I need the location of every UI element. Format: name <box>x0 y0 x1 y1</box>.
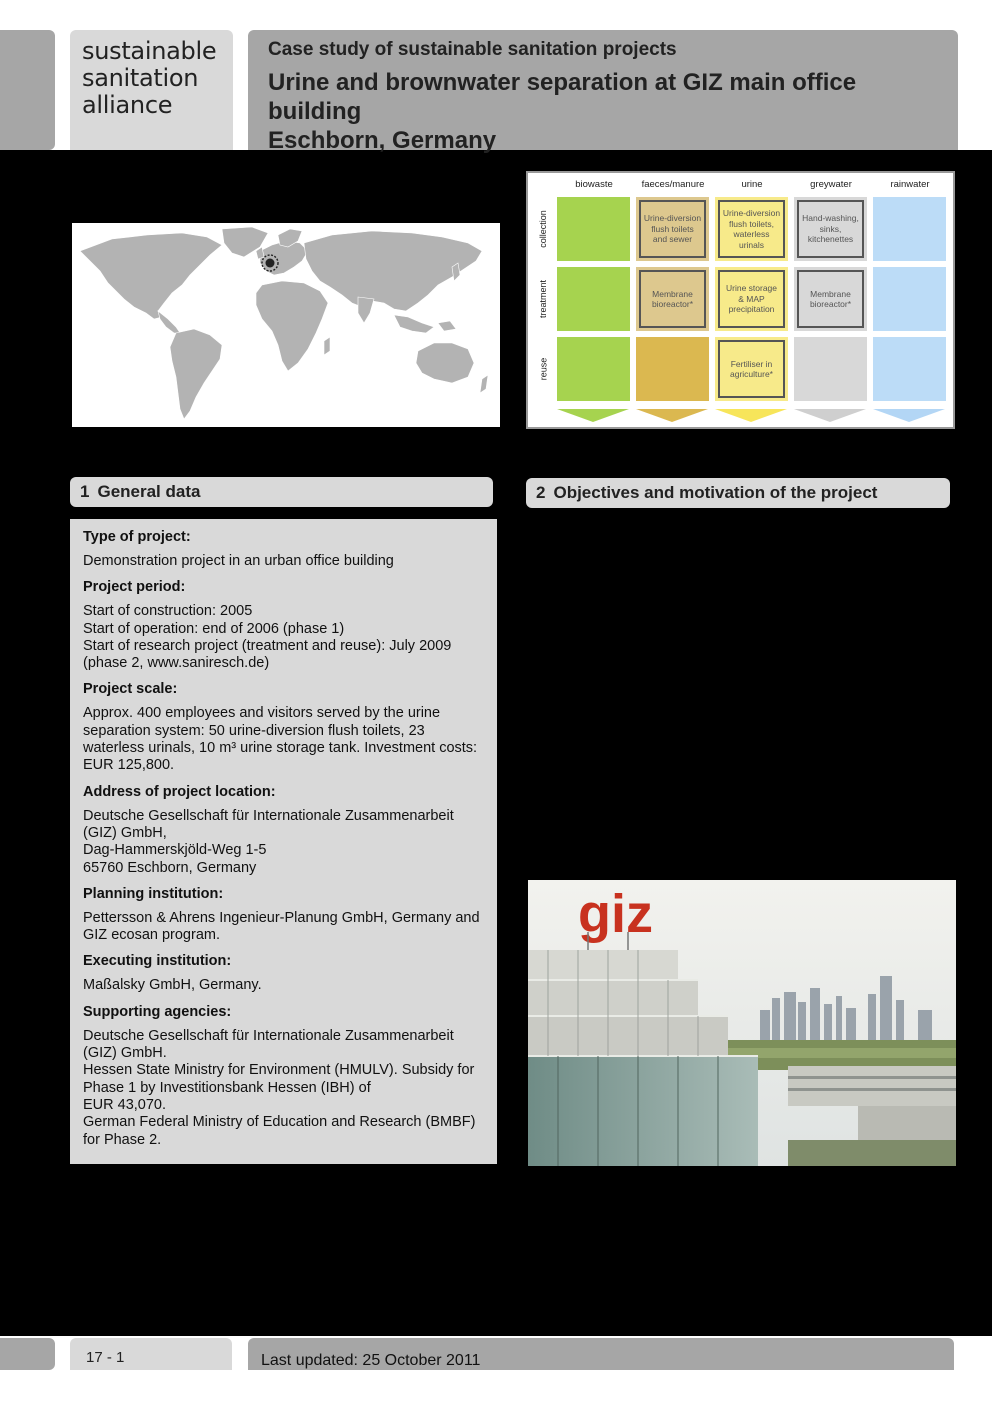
arrow-biowaste-icon <box>557 409 629 422</box>
supporting-agencies-value: Deutsche Gesellschaft für Internationale Zusammenarbeit (GIZ) GmbH. Hessen State Ministry for Environment (HMULV). Subsidy for Phase 1 by Investitionsbank Hessen (IBH) of EUR 43,070. German Federal Ministry of Education and Research (BMBF) for Phase 2. <box>83 1027 476 1148</box>
document-title-line-1: Urine and brownwater separation at GIZ main office building <box>268 69 857 125</box>
last-updated: Last updated: 25 October 2011 <box>248 1338 954 1370</box>
giz-sign: giz <box>578 884 653 944</box>
general-data-box <box>70 519 497 1164</box>
section-general-data-header: 1 General data <box>70 477 493 507</box>
matrix-row-collection: collection <box>538 210 548 248</box>
planning-institution-label: Planning institution: <box>83 885 224 902</box>
cell-rainwater-reuse <box>873 337 946 401</box>
cell-faeces-reuse <box>636 337 709 401</box>
logo-line-3: alliance <box>82 91 173 119</box>
susana-logo <box>70 30 233 150</box>
address-value: Deutsche Gesellschaft für Internationale Zusammenarbeit (GIZ) GmbH, Dag-Hammerskjöld-Weg 1-5 65760 Eschborn, Germany <box>83 807 454 876</box>
cell-faeces-treatment: Membrane bioreactor* <box>636 267 709 331</box>
project-scale-value: Approx. 400 employees and visitors served by the urine separation system: 50 urine-diversion flush toilets, 23 waterless urinals, 10 m³ urine storage tank. Investment costs: EUR 125,800. <box>83 705 478 774</box>
sanitation-matrix <box>526 171 955 429</box>
cell-greywater-treatment: Membrane bioreactor* <box>794 267 867 331</box>
cell-rainwater-treatment <box>873 267 946 331</box>
cell-biowaste-treatment <box>557 267 630 331</box>
document-kicker: Case study of sustainable sanitation projects <box>268 39 677 60</box>
footer-left-bar <box>0 1338 55 1370</box>
title-block <box>248 30 958 154</box>
arrow-greywater-icon <box>794 409 866 422</box>
page-number: 17 - 1 <box>70 1338 232 1370</box>
matrix-col-faeces: faeces/manure <box>641 179 705 190</box>
world-map <box>72 223 500 427</box>
section-objectives-header: 2 Objectives and motivation of the project <box>526 478 950 508</box>
type-of-project-value: Demonstration project in an urban office building <box>83 553 394 569</box>
supporting-agencies-label: Supporting agencies: <box>83 1003 232 1020</box>
document-title-line-2: Eschborn, Germany <box>268 127 497 154</box>
matrix-col-biowaste: biowaste <box>575 179 613 190</box>
cell-faeces-collection: Urine-diversion flush toilets and sewer <box>636 197 709 261</box>
logo-line-1: sustainable <box>82 37 217 65</box>
arrow-rainwater-icon <box>873 409 945 422</box>
cell-urine-treatment: Urine storage & MAP precipitation <box>715 267 788 331</box>
executing-institution-value: Maßalsky GmbH, Germany. <box>83 977 262 994</box>
arrow-urine-icon <box>715 409 787 422</box>
logo-line-2: sanitation <box>82 64 199 92</box>
matrix-row-treatment: treatment <box>538 279 548 319</box>
header-left-bar <box>0 30 55 150</box>
arrow-faeces-icon <box>636 409 708 422</box>
cell-greywater-reuse <box>794 337 867 401</box>
project-period-value: Start of construction: 2005 Start of operation: end of 2006 (phase 1) Start of research project (treatment and reuse): July 2009 (phase 2, www.saniresch.de) <box>83 603 452 672</box>
matrix-col-rainwater: rainwater <box>890 179 930 190</box>
document-title <box>268 68 938 155</box>
address-label: Address of project location: <box>83 783 276 800</box>
executing-institution-label: Executing institution: <box>83 953 232 970</box>
planning-institution-value: Pettersson & Ahrens Ingenieur-Planung GmbH, Germany and GIZ ecosan program. <box>83 909 480 944</box>
type-of-project-label: Type of project: <box>83 529 191 545</box>
matrix-col-greywater: greywater <box>810 179 852 190</box>
cell-biowaste-collection <box>557 197 630 261</box>
cell-rainwater-collection <box>873 197 946 261</box>
cell-urine-collection: Urine-diversion flush toilets, waterless urinals <box>715 197 788 261</box>
matrix-row-reuse: reuse <box>538 357 549 381</box>
cell-biowaste-reuse <box>557 337 630 401</box>
project-period-label: Project period: <box>83 579 186 596</box>
matrix-col-urine: urine <box>741 179 763 190</box>
project-scale-label: Project scale: <box>83 681 178 698</box>
cell-greywater-collection: Hand-washing, sinks, kitchenettes <box>794 197 867 261</box>
cell-urine-reuse: Fertiliser in agriculture* <box>715 337 788 401</box>
world-map-graphic <box>72 223 500 427</box>
giz-building-photo <box>528 880 956 1166</box>
